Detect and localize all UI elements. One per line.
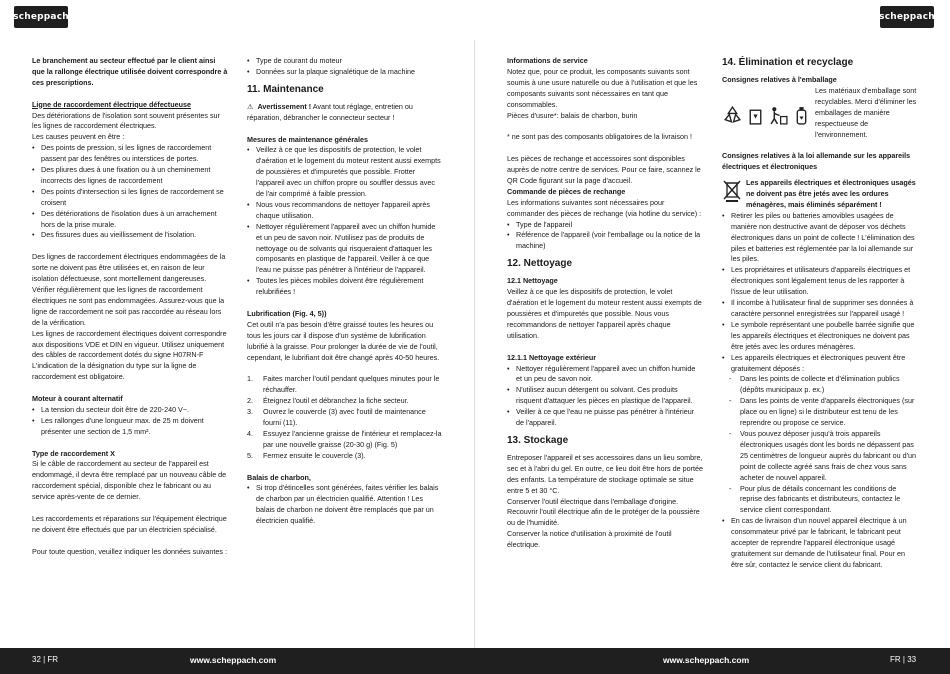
list-item	[247, 396, 443, 407]
step-text: Ouvrez le couvercle (3) avec l'outil de maintenance fourni (11).	[263, 407, 426, 428]
list-item	[247, 451, 443, 462]
section-heading: Commande de pièces de rechange	[507, 186, 626, 196]
brand-logo-text: scheppach	[13, 12, 69, 22]
paragraph: Conserver l'outil électrique dans l'emballage d'origine.	[507, 496, 679, 506]
list-item	[247, 407, 443, 429]
warning-paragraph	[247, 102, 443, 124]
paragraph: Notez que, pour ce produit, les composants suivants sont soumis à une usure naturelle ou due à l'utilisation et que les composants suivants sont nécessaires en tant que consommables.	[507, 66, 698, 109]
list-item: • Nettoyer régulièrement l'appareil avec un chiffon humide et un peu de savon noir. N'utilisez pas de produits de nettoyage ou de solvants qui risqueraient d'attaquer les composants en plastique de l'appareil. Veiller à ce que l'eau ne puisse pas pénétrer à l'intérieur de l'appareil.	[247, 222, 443, 277]
brand-logo	[14, 6, 68, 28]
step-number: 3.	[247, 407, 253, 417]
list-item: • Des détériorations de l'isolation dues à un arrachement hors de la prise murale.	[32, 209, 228, 231]
bullet-list	[32, 405, 228, 438]
paragraph: Pour toute question, veuillez indiquer les données suivantes :	[32, 546, 227, 556]
section-heading: Type de raccordement X	[32, 448, 115, 458]
section-heading: Ligne de raccordement électrique défectueuse	[32, 99, 191, 109]
list-item: • Des pliures dues à une fixation ou à un cheminement incorrects des lignes de raccordement	[32, 165, 228, 187]
column-4	[722, 56, 918, 571]
paragraph: Vérifier régulièrement que les lignes de raccordement électriques ne sont pas endommagées. Assurez-vous que la ligne de raccordement ne soit pas raccordée au réseau lors de la vérification.	[32, 285, 225, 327]
packaging-block	[722, 86, 918, 141]
paragraph: Des détériorations de l'isolation sont souvent présentes sur les lignes de raccordement électriques.	[32, 110, 220, 131]
list-item: - Dans les points de vente d'appareils électroniques (sur place ou en ligne) si le distributeur est tenu de les reprendre ou propose ce service.	[722, 396, 918, 429]
brand-logo-text: scheppach	[879, 12, 935, 22]
section-title: 12. Nettoyage	[507, 258, 573, 270]
step-text: Faites marcher l'outil pendant quelques minutes pour le réchauffer.	[263, 374, 440, 395]
recycle-bin-icon	[745, 105, 766, 126]
paragraph: L'indication de la désignation du type sur la ligne de raccordement est obligatoire.	[32, 361, 197, 382]
column-2	[247, 56, 443, 527]
section-heading: Balais de charbon,	[247, 472, 311, 482]
section-title: 13. Stockage	[507, 434, 569, 446]
list-item: - Pour plus de détails concernant les conditions de reprise des fabricants et distributeurs, contactez le service client correspondant.	[722, 484, 918, 517]
list-item: • Si trop d'étincelles sont générées, faites vérifier les balais de charbon par un électricien qualifié. Attention ! Les balais de charbon ne doivent être remplacés que par un électricien qualifié.	[247, 483, 443, 527]
section-heading: 12.1 Nettoyage	[507, 276, 558, 286]
paragraph: Veillez à ce que les dispositifs de protection, le volet d'aération et le logement du moteur restent aussi exempts de poussières et d'impuretés que possible. Nous vous recommandons de nettoyer l'appareil après chaque utilisation.	[507, 287, 702, 340]
litter-icon	[768, 105, 789, 126]
column-3	[507, 56, 703, 551]
list-item: • Type de l'appareil	[507, 220, 703, 231]
paragraph: Si le câble de raccordement au secteur de l'appareil est endommagé, il devra être remplacé par un nouveau câble de raccordement spécial, disponible chez le fabricant ou au service après-vente de ce dernier.	[32, 459, 227, 502]
section-title: 14. Élimination et recyclage	[722, 57, 854, 68]
list-item: • Le symbole représentant une poubelle barrée signifie que les appareils électriques et électroniques ne doivent pas être jetés avec les ordures ménagères.	[722, 320, 918, 353]
paragraph: Pièces d'usure*: balais de charbon, burin	[507, 110, 638, 120]
section-heading: 12.1.1 Nettoyage extérieur	[507, 352, 597, 362]
bullet-list	[507, 220, 703, 253]
list-item: • Données sur la plaque signalétique de la machine	[247, 67, 443, 78]
list-item: • Veiller à ce que l'eau ne puisse pas pénétrer à l'intérieur de l'appareil.	[507, 407, 703, 429]
list-item: • Des fissures dues au vieillissement de l'isolation.	[32, 230, 228, 241]
paragraph: Recouvrir l'outil électrique afin de le protéger de la poussière ou de l'humidité.	[507, 507, 700, 528]
list-item: • La tension du secteur doit être de 220-240 V~.	[32, 405, 228, 416]
list-item: • Des points de pression, si les lignes de raccordement passent par des fenêtres ou interstices de portes.	[32, 143, 228, 165]
bullet-list	[247, 56, 443, 78]
website-link[interactable]: www.scheppach.com	[663, 655, 750, 665]
paragraph: Cet outil n'a pas besoin d'être graissé toutes les heures ou tous les jours car il dispose d'un système de lubrification lubrifié à la graisse. Pour prolonger la durée de vie de l'outil, cependant, le lubrifiant doit être changé après 40-50 heures.	[247, 319, 440, 362]
list-item: • Référence de l'appareil (voir l'emballage ou la notice de la machine)	[507, 230, 703, 252]
paragraph: * ne sont pas des composants obligatoires de la livraison !	[507, 132, 692, 142]
list-item: • Les rallonges d'une longueur max. de 25 m doivent présenter une section de 1,5 mm².	[32, 416, 228, 438]
warning-label: Avertissement !	[257, 101, 312, 111]
paragraph: Les causes peuvent en être :	[32, 132, 125, 142]
bullet-list	[247, 145, 443, 298]
bullet-list	[722, 516, 918, 571]
step-number: 5.	[247, 450, 253, 460]
section-heading: Informations de service	[507, 56, 588, 65]
paragraph: Entreposer l'appareil et ses accessoires dans un lieu sombre, sec et à l'abri du gel. En outre, ce lieu doit être hors de portée des enfants. La température de stockage optimale se situe entre 5 et 30 °C.	[507, 452, 703, 495]
packaging-text: Les matériaux d'emballage sont recyclables. Merci d'éliminer les emballages de manière respectueuse de l'environnement.	[815, 85, 917, 139]
list-item: • Nettoyer régulièrement l'appareil avec un chiffon humide et un peu de savon noir.	[507, 364, 703, 386]
warning-icon: ⚠	[247, 101, 254, 111]
section-heading: Lubrification (Fig. 4, 5))	[247, 309, 327, 318]
bottle-recycle-icon	[791, 105, 812, 126]
paragraph: Les raccordements et réparations sur l'équipement électrique ne doivent être effectués que par un électricien spécialisé.	[32, 513, 227, 534]
paragraph: Les informations suivantes sont nécessaires pour commander des pièces de rechange (via hotline du service) :	[507, 197, 702, 218]
bullet-list	[247, 483, 443, 527]
bullet-list	[722, 211, 918, 375]
dash-list	[722, 374, 918, 516]
page-number-left: 32 | FR	[32, 655, 59, 664]
step-text: Fermez ensuite le couvercle (3).	[263, 450, 366, 460]
step-number: 4.	[247, 428, 253, 438]
warning-text: Avant tout réglage, entretien ou réparation, débrancher le connecteur secteur !	[247, 101, 413, 122]
section-heading: Consignes relatives à l'emballage	[722, 75, 837, 84]
list-item: • Les appareils électriques et électroniques peuvent être gratuitement déposés :	[722, 353, 918, 375]
list-item: - Dans les points de collecte et d'élimination publics (dépôts municipaux p. ex.)	[722, 374, 918, 396]
list-item: • N'utilisez aucun détergent ou solvant. Ces produits risquent d'attaquer les pièces en plastique de l'appareil.	[507, 385, 703, 407]
paragraph: Les pièces de rechange et accessoires sont disponibles auprès de notre centre de services. Pour ce faire, scannez le QR Code figurant sur la page d'accueil.	[507, 154, 701, 185]
section-heading: Moteur à courant alternatif	[32, 394, 123, 404]
brand-logo	[880, 6, 934, 28]
recycle-icon	[722, 105, 743, 126]
section-heading: Consignes relatives à la loi allemande sur les appareils électriques et électroniques	[722, 151, 911, 172]
step-text: Éteignez l'outil et débranchez la fiche secteur.	[263, 396, 409, 406]
website-link[interactable]: www.scheppach.com	[190, 655, 277, 665]
weee-warning-text: Les appareils électriques et électroniques usagés ne doivent pas être jetés avec les ordures ménagères, mais éliminés séparément !	[746, 178, 916, 209]
paragraph: Conserver la notice d'utilisation à proximité de l'outil électrique.	[507, 529, 672, 550]
step-text: Essuyez l'ancienne graisse de l'intérieur et remplacez-la par une nouvelle graisse (20-30 g) (Fig. 5)	[263, 428, 442, 449]
list-item: - Vous pouvez déposer jusqu'à trois appareils électroniques usagés dont les bords ne dépassent pas 25 centimètres de longueur auprès du fabricant ou d'un point de collecte agréé sans frais de chez vous sans acheter de nouvel appareil.	[722, 429, 918, 484]
list-item: • Retirer les piles ou batteries amovibles usagées de manière non destructive avant de déposer vos déchets électroniques dans un point de collecte ! L'élimination des piles et batteries est réglementée par la loi allemande sur les piles.	[722, 211, 918, 266]
list-item: • Nous vous recommandons de nettoyer l'appareil après chaque utilisation.	[247, 200, 443, 222]
list-item: • Les propriétaires et utilisateurs d'appareils électriques et électroniques sont légalement tenus de les rapporter à l'issue de leur utilisation.	[722, 265, 918, 298]
column-1	[32, 56, 228, 558]
list-item: • Il incombe à l'utilisateur final de supprimer ses données à caractère personnel enregistrées sur l'appareil usagé !	[722, 298, 918, 320]
bullet-list	[32, 143, 228, 241]
bullet-list	[507, 364, 703, 429]
section-heading: Mesures de maintenance générales	[247, 134, 369, 144]
page-footer	[0, 648, 950, 674]
list-item	[247, 429, 443, 451]
list-item	[247, 374, 443, 396]
recycling-icons	[722, 90, 812, 141]
list-item: • Veillez à ce que les dispositifs de protection, le volet d'aération et le logement du moteur restent aussi exempts de poussières et d'impuretés que possible. Frotter l'appareil avec un chiffon propre ou souffler dessus avec de l'air comprimé à faible pression.	[247, 145, 443, 200]
step-number: 2.	[247, 396, 253, 406]
crossed-bin-icon	[722, 178, 742, 202]
numbered-list	[247, 374, 443, 461]
step-number: 1.	[247, 374, 253, 384]
list-item: • Des points d'intersection si les lignes de raccordement se croisent	[32, 187, 228, 209]
paragraph: Des lignes de raccordement électriques endommagées de la sorte ne doivent pas être utilisées et, en raison de leur isolation défectueuse, sont mortellement dangereuses.	[32, 252, 226, 284]
page-gutter	[474, 40, 475, 648]
list-item: • Type de courant du moteur	[247, 56, 443, 67]
intro-text: Le branchement au secteur effectué par le client ainsi que la rallonge électrique utilisée doivent correspondre à ces prescriptions.	[32, 56, 228, 87]
page-number-right: FR | 33	[890, 655, 917, 664]
weee-block	[722, 178, 918, 211]
section-title: 11. Maintenance	[247, 83, 324, 95]
list-item: • Toutes les pièces mobiles doivent être régulièrement relubrifiées !	[247, 276, 443, 298]
paragraph: Les lignes de raccordement électriques doivent correspondre aux dispositions VDE et DIN en vigueur. Utilisez uniquement des câbles de raccordement dotés du signe H07RN-F	[32, 328, 227, 360]
list-item: • En cas de livraison d'un nouvel appareil électrique à un consommateur privé par le fabricant, le fabricant peut accepter de reprendre l'appareil électronique usagé gratuitement sur demande de l'utilisateur final. Pour en être sûr, contactez le service client du fabricant.	[722, 516, 918, 571]
